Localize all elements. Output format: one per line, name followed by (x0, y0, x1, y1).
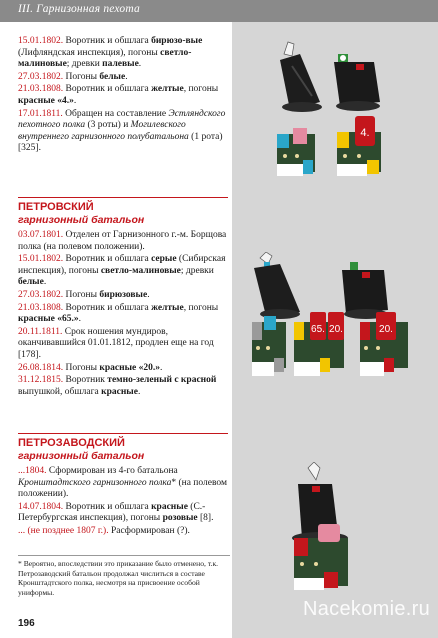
epaulet-number: 20. (329, 324, 343, 335)
entry-text: красные (101, 386, 138, 397)
entry-text: Отделен от Гарнизонного г.-м. Борщова полка (на полевом положении). (18, 230, 227, 252)
entry-text: * (на полевом положении). (18, 477, 227, 500)
section-1-text (18, 36, 228, 156)
section-3-title: ПЕТРОЗАВОДСКИЙ (18, 437, 125, 449)
entry-date: 03.07.1801. (18, 230, 64, 240)
entry-date: ... (не позднее 1807 г.). (18, 525, 109, 536)
entry-text: Воротник и обшлага (63, 254, 152, 265)
running-header (0, 0, 438, 22)
entry-text: Воротник и обшлага (63, 302, 152, 313)
entry-text: желтые (151, 84, 184, 95)
chronology-entry (18, 72, 228, 84)
epaulet-number: 20. (379, 324, 393, 335)
entry-text: темно-зеленый с красной (107, 375, 217, 386)
section-2-subtitle: гарнизонный батальон (18, 214, 145, 226)
section-2-title: ПЕТРОВСКИЙ (18, 201, 94, 213)
page-number: 196 (18, 618, 35, 629)
entry-text: светло-малиновые (18, 47, 192, 70)
entry-text: , погоны (183, 302, 219, 313)
entry-text: Могилевского внутреннего гарнизонного полубатальона (18, 120, 189, 142)
entry-text: красные (151, 501, 188, 512)
footnote: * Вероятно, впоследствии это приказание было отменено, т.к. Петрозаводский батальон продолжал числиться в составе Кронштадтского полка, несмотря на присвоение особой униформы. (18, 555, 230, 597)
epaulet-number: 65. (311, 324, 325, 335)
chronology-entry (18, 363, 228, 375)
entry-text: Погоны (63, 289, 100, 300)
entry-text: бирюзо-вые (151, 36, 203, 46)
chronology-entry (18, 254, 228, 289)
entry-text: Воротник и обшлага (63, 501, 152, 512)
entry-text: (1 рота) [325]. (18, 131, 223, 154)
entry-text: Воротник (63, 375, 108, 386)
entry-date: 27.03.1802. (18, 71, 64, 82)
entry-date: 26.08.1814. (18, 362, 64, 373)
entry-date: 20.11.1811. (18, 326, 63, 337)
entry-text: (Сибирская инспекция), погоны (18, 254, 226, 276)
uniform-illustration-1 (275, 112, 425, 192)
entry-date: 15.01.1802. (18, 254, 64, 265)
entry-text: . (147, 289, 150, 300)
entry-text: розовые (162, 513, 198, 524)
entry-text: Обращен на составление (62, 108, 169, 119)
entry-date: 15.01.1802. (18, 36, 64, 46)
entry-text: Срок ношения мундиров, оканчивавшийся 01.01.1812, продлен еще на год [178]. (18, 326, 214, 360)
entry-text: . (137, 386, 141, 397)
entry-text: . (78, 314, 81, 325)
entry-text: . (125, 71, 128, 82)
entry-text: . (43, 277, 47, 288)
section-3-heading (18, 433, 228, 463)
section-3-subtitle: гарнизонный батальон (18, 450, 145, 462)
entry-text: ; древки (66, 59, 103, 70)
entry-text: желтые (151, 302, 184, 313)
entry-text: (С.-Петербургская инспекция), погоны (18, 501, 206, 524)
entry-text: бирюзовые (99, 289, 148, 300)
section-rule (18, 433, 228, 434)
entry-text: Погоны (63, 362, 100, 373)
chronology-entry (18, 502, 228, 525)
entry-text: Погоны (63, 71, 100, 82)
entry-date: 17.01.1811. (18, 108, 63, 119)
entry-text: Сформирован из 4-го батальона (46, 466, 178, 476)
uniform-illustration-3 (290, 520, 370, 594)
shako-illustration-1 (270, 40, 420, 120)
chronology-entry (18, 327, 228, 362)
entry-text: Расформирован (?). (108, 525, 190, 536)
entry-text: . (159, 362, 163, 373)
entry-date: 21.03.1808. (18, 84, 64, 95)
entry-text: светло-малиновые (100, 265, 181, 276)
entry-text: (3 роты) и (85, 120, 131, 131)
entry-text: серые (151, 254, 177, 265)
entry-date: 21.03.1808. (18, 302, 64, 313)
chronology-entry (18, 109, 228, 155)
entry-date: ...1804. (18, 466, 47, 476)
entry-text: белые (18, 277, 44, 288)
section-2-heading (18, 197, 228, 227)
section-3-text (18, 466, 228, 539)
entry-text: [8]. (197, 513, 214, 524)
entry-text: Воротник и обшлага (63, 84, 152, 95)
entry-date: 31.12.1815. (18, 375, 64, 386)
chronology-entry (18, 466, 228, 501)
entry-text: , погоны (183, 84, 219, 95)
chronology-entry (18, 290, 228, 302)
chronology-entry (18, 230, 228, 253)
uniform-illustration-2 (250, 308, 430, 384)
entry-date: 14.07.1804. (18, 501, 64, 512)
entry-text: красные «4.» (18, 95, 74, 106)
entry-text: белые (99, 71, 126, 82)
entry-text: красные «20.» (99, 362, 160, 373)
entry-text: красные «65.» (18, 314, 79, 325)
entry-text: выпушкой, обшлага (18, 386, 102, 397)
entry-text: . (138, 59, 142, 70)
chronology-entry (18, 526, 228, 538)
chronology-entry (18, 36, 228, 71)
entry-text: (Лифляндская инспекция), погоны (18, 47, 161, 58)
entry-text: Кронштадтского гарнизонного полка (18, 477, 172, 488)
entry-text: ; древки (180, 265, 214, 276)
chapter-title: III. Гарнизонная пехота (18, 3, 140, 15)
chronology-entry (18, 375, 228, 398)
entry-text: . (73, 95, 77, 106)
watermark: Nacekomie.ru (303, 598, 430, 620)
section-2-text (18, 230, 228, 399)
entry-text: Воротник и обшлага (63, 36, 152, 46)
entry-text: палевые (102, 59, 139, 70)
entry-date: 27.03.1802. (18, 289, 64, 300)
chronology-entry (18, 303, 228, 326)
section-rule (18, 197, 228, 198)
chronology-entry (18, 84, 228, 107)
epaulet-number: 4. (360, 127, 370, 139)
entry-text: Эстляндского пехотного полка (18, 108, 226, 131)
